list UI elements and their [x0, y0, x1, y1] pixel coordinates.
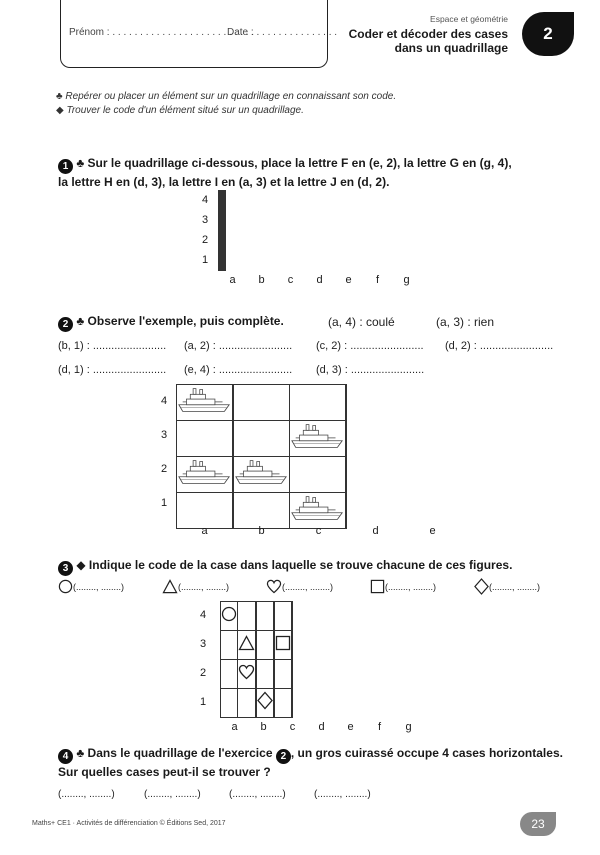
objective-2: ◆ Trouver le code d'un élément situé sur un quadrillage. [56, 105, 304, 116]
grid-cell[interactable] [292, 631, 293, 660]
answer-blank[interactable]: (........, ........) [385, 581, 437, 592]
diamond-icon [474, 578, 489, 595]
objective-1: ♣ Repérer ou placer un élément sur un quadrillage en connaissant son code. [56, 91, 397, 102]
ex1-grid [218, 190, 226, 271]
grid-cell[interactable] [234, 385, 290, 421]
ex4-ref-number: 2 [276, 749, 291, 764]
grid-cell[interactable] [225, 211, 226, 231]
square-icon [275, 635, 291, 651]
chapter-badge: 2 [522, 12, 574, 56]
triangle-icon [238, 635, 255, 651]
grid-cell[interactable] [234, 421, 290, 457]
square-icon [370, 579, 385, 594]
ex2-fill-d3[interactable]: (d, 3) : ........................ [316, 364, 425, 376]
grid-cell[interactable] [177, 493, 233, 529]
grid-cell[interactable] [221, 660, 238, 689]
grid-cell[interactable] [221, 631, 238, 660]
ex2-row-labels: 4 3 2 1 [160, 395, 168, 509]
answer-blank[interactable]: (........, ........) [489, 581, 541, 592]
ex4-answer-2[interactable]: (........, ........) [144, 789, 201, 800]
grid-cell[interactable] [292, 660, 293, 689]
ex1-number: 1 [58, 159, 73, 174]
ex2-fill-b1[interactable]: (b, 1) : ........................ [58, 340, 167, 352]
grid-cell[interactable] [346, 385, 347, 421]
grid-cell[interactable] [290, 421, 346, 457]
battleship-icon [177, 457, 232, 487]
circle-icon [58, 579, 73, 594]
grid-cell[interactable] [177, 385, 233, 421]
name-date-box [60, 0, 338, 68]
ex2-number: 2 [58, 317, 73, 332]
grid-cell[interactable] [257, 660, 274, 689]
heart-icon [238, 664, 255, 680]
ex2-fill-d2[interactable]: (d, 2) : ........................ [445, 340, 554, 352]
date-field[interactable]: Date : . . . . . . . . . . . . . . . [227, 27, 338, 38]
grid-cell[interactable] [221, 602, 238, 631]
battleship-icon [177, 385, 232, 415]
grid-cell[interactable] [225, 191, 226, 211]
ex3-answer-heart [266, 579, 370, 594]
answer-blank[interactable]: (........, ........) [73, 581, 125, 592]
grid-cell[interactable] [238, 631, 256, 660]
grid-cell[interactable] [177, 421, 233, 457]
grid-cell[interactable] [257, 602, 274, 631]
grid-cell[interactable] [290, 457, 346, 493]
ex2-fill-e4[interactable]: (e, 4) : ........................ [184, 364, 293, 376]
ex1-col-labels: a b c d e f g [229, 274, 410, 286]
grid-cell[interactable] [275, 689, 292, 718]
ex2-fill-d1[interactable]: (d, 1) : ........................ [58, 364, 167, 376]
ex2-example-1: (a, 4) : coulé [328, 315, 395, 329]
ex4-instruction: 4 ♣ Dans le quadrillage de l'exercice 2 , un gros cuirassé occupe 4 cases horizontales. Sur quelles cases peut-il se trouver ? [58, 746, 563, 779]
heart-icon [266, 579, 282, 594]
grid-cell[interactable] [177, 457, 233, 493]
grid-cell[interactable] [257, 689, 274, 718]
answer-blank[interactable]: (........, ........) [282, 581, 334, 592]
ex2-grid [176, 384, 347, 529]
ex1-row-labels: 4 3 2 1 [201, 194, 209, 266]
page-number: 23 [520, 812, 556, 836]
section-label: Espace et géométrie [430, 14, 508, 24]
prenom-field[interactable]: Prénom : . . . . . . . . . . . . . . . . . . . . . . . . . . [69, 27, 255, 38]
triangle-icon [162, 579, 178, 594]
grid-cell[interactable] [238, 602, 256, 631]
ex4-answer-1[interactable]: (........, ........) [58, 789, 115, 800]
grid-cell[interactable] [221, 689, 238, 718]
grid-cell[interactable] [238, 660, 256, 689]
ex2-col-labels: a b c d e [201, 525, 436, 537]
ex3-answer-triangle [162, 579, 266, 594]
grid-cell[interactable] [225, 251, 226, 271]
ex4-number: 4 [58, 749, 73, 764]
ex3-answers [58, 578, 540, 595]
ex3-instruction: 3 ◆ Indique le code de la case dans laquelle se trouve chacune de ces figures. [58, 557, 512, 576]
ex1-instruction: 1 ♣ Sur le quadrillage ci-dessous, place la lettre F en (e, 2), la lettre G en (g, 4), la lettre H en (d, 3), la lettre I en (a, 3) et la lettre J en (d, 2). [58, 156, 512, 189]
ex2-example-2: (a, 3) : rien [436, 315, 495, 329]
ex2-instruction: 2 ♣ Observe l'exemple, puis complète. [58, 313, 284, 332]
ex3-col-labels: a b c d e f g [231, 721, 412, 733]
battleship-icon [290, 421, 345, 451]
grid-cell[interactable] [225, 231, 226, 251]
battleship-icon [234, 457, 289, 487]
ex3-answer-square [370, 579, 474, 594]
page-title: Coder et décoder des cases dans un quadrillage [348, 27, 508, 55]
grid-cell[interactable] [346, 493, 347, 529]
grid-cell[interactable] [275, 631, 292, 660]
grid-cell[interactable] [290, 493, 346, 529]
grid-cell[interactable] [346, 421, 347, 457]
ex3-answer-diamond [474, 578, 540, 595]
ex2-fill-c2[interactable]: (c, 2) : ........................ [316, 340, 424, 352]
grid-cell[interactable] [238, 689, 256, 718]
ex4-answer-3[interactable]: (........, ........) [229, 789, 286, 800]
grid-cell[interactable] [275, 660, 292, 689]
ex3-grid [220, 601, 293, 718]
battleship-icon [290, 493, 345, 523]
diamond-icon [257, 691, 273, 710]
grid-cell[interactable] [234, 493, 290, 529]
ex2-fill-a2[interactable]: (a, 2) : ........................ [184, 340, 293, 352]
grid-cell[interactable] [234, 457, 290, 493]
grid-cell[interactable] [290, 385, 346, 421]
grid-cell[interactable] [292, 602, 293, 631]
grid-cell[interactable] [275, 602, 292, 631]
ex3-number: 3 [58, 561, 73, 576]
grid-cell[interactable] [292, 689, 293, 718]
footer-credit: Maths+ CE1 · Activités de différenciation © Éditions Sed, 2017 [32, 820, 226, 827]
ex3-row-labels: 4 3 2 1 [199, 609, 207, 708]
answer-blank[interactable]: (........, ........) [178, 581, 230, 592]
ex3-answer-circle [58, 579, 162, 594]
circle-icon [221, 606, 237, 622]
grid-cell[interactable] [346, 457, 347, 493]
ex4-answer-4[interactable]: (........, ........) [314, 789, 371, 800]
grid-cell[interactable] [257, 631, 274, 660]
